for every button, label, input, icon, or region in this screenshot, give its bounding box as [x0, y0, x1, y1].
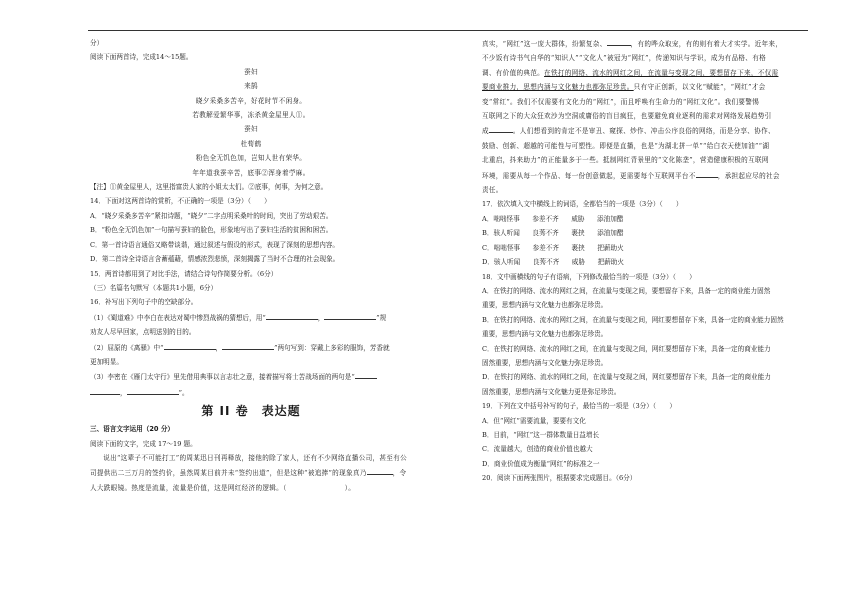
q16-2-text-d: 更加明显。 — [90, 357, 123, 366]
q17-c-w4: 把薪助火 — [597, 243, 624, 252]
reading-instruction-17: 阅读下面的文字，完成 17～19 题。 — [90, 439, 197, 448]
q16-item-3-cont — [90, 385, 412, 400]
q19-option-d: D．商业价值成为衡量“网红”的标准之一 — [482, 459, 600, 468]
poem-note: 【注】①黄金屋里人，这里指富贵人家的小姐太太们。②底事，何事，为何之意。 — [90, 183, 328, 192]
passage-cont-3 — [482, 80, 808, 94]
passage-cont-5 — [482, 168, 808, 183]
passage-cont-2 — [482, 66, 808, 80]
poem2-line1: 粉色全无饥色加，岂知人世有荣华。 — [195, 154, 307, 163]
passage-r-text-g: 只有守正创新，以文化“赋能”，“网红”才会 — [633, 83, 766, 92]
question-14: 14．下面对这两首诗的赏析，不正确的一项是（3分）（ ） — [90, 197, 271, 206]
q16-3-text-a: （3）李密在《雁门太守行》里先借用典事以言志壮之意，接着描写将士苦战场面的两句是“ — [90, 373, 355, 382]
q14-option-a: A．“晓夕采桑多苦辛”紧扣诗题，“晓夕”二字点明采桑叶的时间，突出了劳动艰苦。 — [90, 211, 333, 220]
right-column — [482, 36, 808, 486]
q17-option-d — [482, 255, 808, 269]
passage-r-text-k: 。人们想看到的肯定不是审丑、窥探、炒作、冲击公序良俗的网络，而是分享、协作、 — [512, 127, 775, 136]
passage-r-text-j: 成 — [482, 127, 489, 136]
passage-r-text-a: 真实，“网红”这一庞大群体，纷繁复杂、 — [482, 40, 607, 48]
q17-option-a — [482, 212, 808, 226]
q16-3-blank-1[interactable] — [355, 369, 377, 379]
question-18: 18．文中画横线的句子有语病，下列修改最恰当的一项是（3分）（ ） — [482, 272, 696, 281]
q16-item-2 — [90, 340, 412, 355]
left-column — [90, 36, 412, 495]
q17-a-w4: 添油加醋 — [597, 214, 624, 223]
passage-underlined-1: 在铁打的网络、流水的网红之间，在流量与变现之间，要想留存下来，不仅需 — [544, 68, 779, 77]
passage-r-text-m: 北重启，抖来助力”的正能量多于一些。抵制网红背景里的“文化陈垄”，营造健康积极的互联网 — [482, 156, 769, 165]
q18-option-d-1: D．在铁打的网络、流水的网红之间，在流量与变现之间，网红要想留存下来，具备一定的商业能力 — [482, 373, 771, 382]
q17-d-w2: 良莠不齐 — [532, 258, 560, 267]
q14-option-c: C．第一首诗语言通俗又略带谈谐，通过叙述与假设的形式，表现了深刻的思想内容。 — [90, 240, 340, 249]
passage-text-3: ）。 — [344, 483, 356, 492]
passage-r-text-l: 鼓励、创新、超越的可能性与可塑性。即便是直播，也是“为湖北拼一单”“给白衣天使加油”“湖 — [482, 141, 770, 150]
q17-a-w2: 参差不齐 — [532, 214, 559, 223]
q16-2-blank-2[interactable] — [222, 340, 274, 350]
q17-d-w3: 威胁 — [571, 258, 585, 267]
q17-c-w2: 参差不齐 — [532, 243, 559, 252]
q19-option-a: A．但“网红”需要流量，要要有文化 — [482, 416, 586, 425]
q14-option-d: D．第二首诗全诗语言含蓄蕴藉，情感浓烈悲愤，深刻揭露了当时不合理的社会现象。 — [90, 255, 340, 264]
poem2-title: 蚕妇 — [244, 125, 258, 134]
q16-1-blank-2[interactable] — [324, 310, 376, 320]
q17-a-w1: A．咄咄怪事 — [482, 214, 520, 223]
passage-r-text-d: 调、有价值的典范。 — [482, 68, 545, 77]
passage-blank-1[interactable] — [367, 465, 393, 475]
passage-blank-3[interactable] — [489, 123, 513, 133]
q18-option-d-2: 固然重要，思想内涵与文化魅力更是弥足珍贵。 — [482, 387, 621, 396]
passage-text-2: ，令人大跌眼镜。热度是流量，流量是价值，这是网红经济的逻辑。（ — [90, 469, 407, 492]
q14-option-b: B．“粉色全无饥色加”一句描写蚕妇的脸色，形象地写出了蚕妇生活的贫困和困苦。 — [90, 226, 333, 235]
poem1-author: 来鹄 — [244, 82, 258, 91]
carry-text: 分） — [90, 39, 104, 47]
q17-d-w4: 把薪助火 — [597, 258, 624, 267]
question-20: 20．阅读下面两张图片，根据要求完成题目。（6分） — [482, 474, 637, 483]
q16-3-text-c: ”。 — [178, 388, 189, 397]
question-16: 16．补写出下列句子中的空缺部分。 — [90, 298, 198, 307]
passage-cont-1 — [482, 36, 808, 51]
q16-3-blank-1b[interactable] — [90, 385, 120, 395]
q16-2-sep: ， — [215, 343, 223, 352]
passage-paragraph — [90, 451, 412, 495]
q16-item-1 — [90, 310, 412, 325]
passage-underlined-2: 要商业推力，思想内涵与文化魅力也都弥足珍贵。 — [482, 83, 634, 92]
header-rule — [88, 30, 808, 31]
q17-b-w3: 裹挟 — [571, 229, 585, 238]
passage-r-text-h: 变“常红”。我们不仅需要有文化力的“网红”，而且呼唤有生命力的“网红文化”。我们要警惕 — [482, 97, 760, 106]
question-17: 17．依次填入文中横线上的词语，全都恰当的一项是（3分）（ ） — [482, 200, 683, 209]
q17-b-w2: 良莠不齐 — [532, 229, 559, 238]
q17-d-w1: D．骇人听闻 — [482, 258, 521, 267]
reading-instruction: 阅读下面两首诗，完成14～15题。 — [90, 53, 193, 62]
poem1-line2: 若教解爱繁华事，冻杀黄金屋里人①。 — [192, 111, 310, 120]
q19-option-c: C．流量越大，创造的商业价值也越大 — [482, 445, 593, 454]
q17-b-w4: 添油加醋 — [597, 229, 624, 238]
q16-1-sep: ， — [317, 313, 325, 322]
q18-option-a-1: A．在铁打的网络、流水的网红之间，在流量与变现之间，要想留存下来，具备一定的商业能力固然 — [482, 286, 771, 295]
poem1-line1: 晓夕采桑多苦辛，好花时节不闲身。 — [195, 96, 307, 105]
q17-a-w3: 威胁 — [571, 214, 585, 223]
q18-option-c-1: C．在铁打的网络、流水的网红之间，在流量与变现之间，网红要想留存下来，具备一定的商业能力 — [482, 344, 771, 353]
q16-2-text-c: ”两句写到：穿戴上多彩的服饰，芳香就 — [274, 343, 390, 352]
passage-r-text-c: 不少饭有诗书气自华的“知识人”“文化人”被冠为“网红”，传递知识与学识，成为有品格、有格 — [482, 54, 766, 63]
passage-blank-2[interactable] — [607, 36, 631, 46]
poem2-author: 杜荀鹤 — [240, 139, 262, 148]
passage-r-text-i: 互联网之下的大众狂欢沙为空洞或庸俗的盲目疯狂，也要避免商业逐利的需求对网络发展趋势引 — [482, 112, 772, 121]
poem2-line2: 年年道我蚕辛苦，底事②浑身着苧麻。 — [192, 168, 310, 177]
q19-option-b: B．目前，“网红”这一群体数量日益增长 — [482, 430, 600, 439]
passage-text-1: 说出“这辈子不可能打工”的周某迅日刊再释放，接他的除了家人，还有不少网络直播公司，甚至有公司提供出二三万月的签约价，虽然周某目前并未“签约出道”，但是这种“被追捧”的现象真乃 — [90, 453, 407, 478]
q17-c-w1: C．咄咄怪事 — [482, 243, 521, 252]
q16-1-blank-1[interactable] — [266, 310, 318, 320]
q16-item-3 — [90, 369, 412, 384]
q16-2-text-a: （2）屈原的《离骚》中“ — [90, 343, 164, 352]
q16-3-blank-2[interactable] — [127, 385, 179, 395]
q18-option-a-2: 重要，思想内涵与文化魅力也都弥足珍贵。 — [482, 301, 608, 310]
q16-1-text-c: ”规 — [376, 313, 387, 322]
passage-cont-4 — [482, 123, 808, 138]
part2-title: 第 II 卷 表达题 — [201, 404, 301, 419]
q18-option-b-2: 重要，思想内涵与文化魅力也都弥足珍贵。 — [482, 330, 608, 339]
q18-option-b-1: B．在铁打的网络、流水的网红之间，在流量与变现之间，网红要想留存下来，具备一定的商业能力固然 — [482, 315, 784, 324]
passage-r-text-b: ，有的哗众取宠，有的则有着大才实学。近年来， — [630, 40, 783, 48]
poem1-title: 蚕妇 — [244, 67, 258, 76]
q17-b-w1: B．骇人听闻 — [482, 229, 520, 238]
q16-2-blank-1[interactable] — [164, 340, 216, 350]
q17-c-w3: 裹挟 — [571, 243, 585, 252]
section-language-title: 三、语言文字运用（20 分） — [90, 425, 175, 434]
question-15: 15．两首诗都用到了对比手法，请结合诗句作简要分析。（6分） — [90, 269, 278, 278]
passage-r-text-p: 责任。 — [482, 186, 503, 195]
q16-3-sep: ， — [120, 388, 127, 397]
section-3-title: （三）名篇名句默写（本题共1小题，6分） — [90, 283, 218, 292]
q16-1-text-d: 劝友人尽早回家，点明送别的目的。 — [90, 328, 196, 337]
question-19: 19．下列在文中括号补写的句子，最恰当的一项是（3分）（ ） — [482, 402, 676, 411]
passage-r-text-o: ，承担起应尽的社会 — [717, 171, 780, 180]
passage-blank-4[interactable] — [696, 168, 718, 178]
q16-1-text-a: （1）《蜀道难》中李白在表达对蜀中惨烈战祸的猜想后，用“ — [90, 313, 266, 322]
q17-option-c — [482, 241, 808, 255]
q17-option-b — [482, 226, 808, 240]
q18-option-c-2: 固然重要，思想内涵与文化魅力弥足珍贵。 — [482, 358, 608, 367]
passage-r-text-n: 环境，需要从每一个作品、每一份创意做起，更需要每个互联网平台不 — [482, 171, 696, 180]
